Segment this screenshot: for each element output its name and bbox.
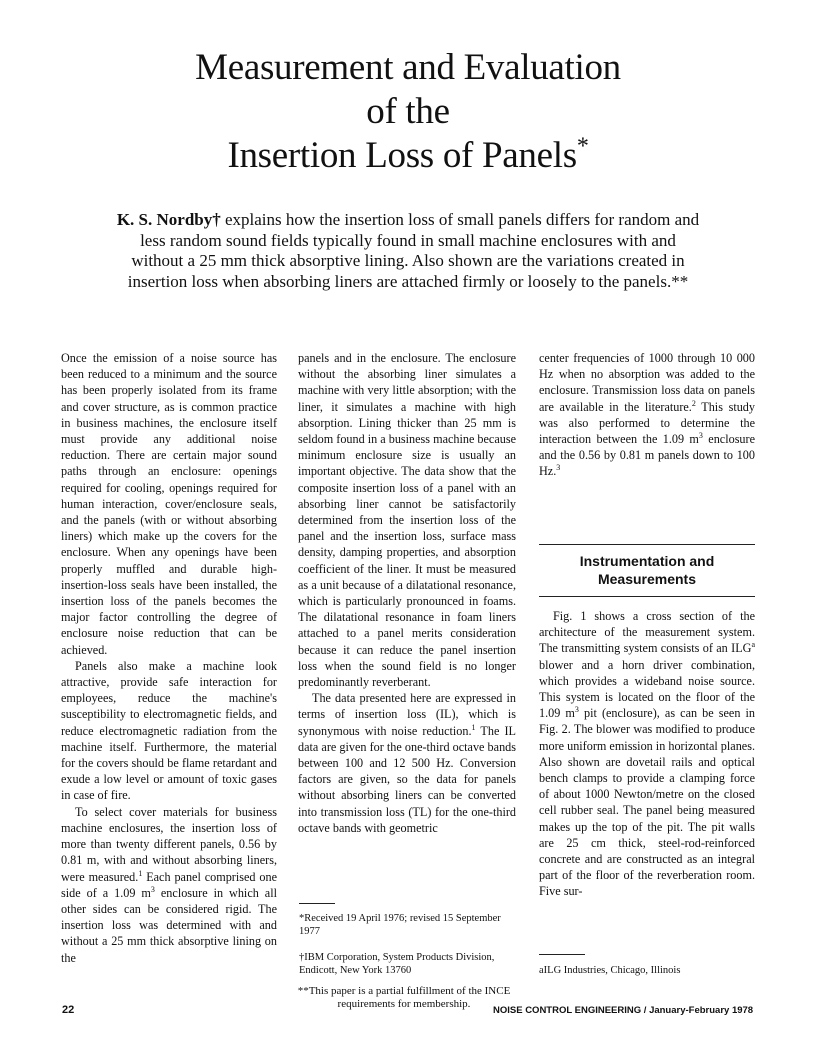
page-number: 22 bbox=[62, 1004, 75, 1016]
section-heading: Instrumentation and Measurements bbox=[579, 553, 715, 587]
journal-footer: NOISE CONTROL ENGINEERING / January-February 1978 bbox=[493, 1005, 754, 1016]
col1-p3-text-c: enclosure in which all other sides can be considered rigid. The insertion loss was determined with and without a 25 mm thick absorptive lining on the bbox=[61, 885, 277, 965]
col3-p2-text-a: Fig. 1 shows a cross section of the architecture of the measurement system. The transmitting system consists of an ILG bbox=[539, 609, 755, 656]
section-rule-top bbox=[539, 544, 755, 545]
superscript-3: 3 bbox=[698, 430, 703, 440]
body-column-1 bbox=[61, 350, 277, 966]
col3-p1-text-a: center frequencies of 1000 through 10 000 Hz when no absorption was added to the enclosure. Transmission loss data on panels are available in the literature. bbox=[539, 351, 755, 414]
superscript-3: 3 bbox=[574, 705, 579, 715]
article-title bbox=[0, 46, 816, 178]
title-line-2: of the bbox=[366, 91, 450, 132]
col3-paragraph-2 bbox=[539, 608, 755, 900]
col3-paragraph-1 bbox=[539, 350, 755, 480]
reference-mark: 1 bbox=[471, 722, 476, 732]
author-name: K. S. Nordby† bbox=[116, 210, 221, 229]
title-line-3: Insertion Loss of Panels bbox=[227, 135, 577, 176]
footnote-ince: **This paper is a partial fulfillment of the INCE requirements for membership. bbox=[297, 985, 511, 1010]
title-footnote-mark: * bbox=[576, 133, 589, 160]
section-rule-bottom bbox=[539, 596, 755, 597]
footnote-rule-col3 bbox=[539, 954, 585, 955]
col1-p3-text-b: Each panel comprised one side of a 1.09 m bbox=[61, 869, 277, 900]
col2-paragraph-2 bbox=[298, 690, 516, 836]
col2-paragraph-1: panels and in the enclosure. The enclosure without the absorbing liner simulates a machine with very little absorption; with the liner, it simulates a machine with high absorption. Lining thicker than 25 mm is seldom found in a business machine because minimum enclosure size is usually an important objective. The data show that the composite insertion loss of a panel with an absorbing liner cannot be satisfactorily determined from the insertion loss of the panel and the insertion loss, surface mass density, damping properties, and absorption coefficient of the liner. It must be measured as a unit because of a dilatational resonance, which is particularly pronounced in foams. The dilatational resonance in foam liners attached to a panel merits consideration because it can reduce the panel insertion loss when the sound field is no longer predominantly reverberant. bbox=[298, 351, 516, 690]
footnote-mark: a bbox=[751, 640, 755, 650]
col1-paragraph-3 bbox=[61, 804, 277, 966]
reference-mark: 3 bbox=[556, 463, 561, 473]
col3-p1-text-c: enclosure and the 0.56 by 0.81 m panels down to 100 Hz. bbox=[539, 432, 755, 479]
col3-p2-text-b: blower and a horn driver combination, which provides a wideband noise source. This system is located on the floor of the 1.09 m bbox=[539, 657, 755, 721]
superscript-3: 3 bbox=[150, 884, 155, 894]
footnote-ilg: aILG Industries, Chicago, Illinois bbox=[539, 965, 681, 976]
col3-p1-text-b: This study was also performed to determine the interaction between the 1.09 m bbox=[539, 399, 755, 447]
body-column-2 bbox=[298, 350, 516, 836]
col1-paragraph-1: Once the emission of a noise source has been reduced to a minimum and the source has been properly isolated from its frame and cover structure, as is common practice in business machines, the enclosure itself must provide any additional noise reduction. There are certain major sound paths through an enclosure: openings required for cooling, openings required for human interaction, cover/enclosure seals, and the panels (with or without absorbing liners) which make up the covers for the enclosure. When any openings have been properly muffled and durable high-insertion-loss seals have been installed, the insertion loss of the panels becomes the major factor controlling the degree of enclosure noise reduction that can be achieved. bbox=[61, 351, 277, 657]
col2-p2-text-b: The IL data are given for the one-third octave bands between 100 and 12 500 Hz. Conversion factors are given, so the data for panels without absorbing liners can be converted into transmission loss (TL) for the one-third octave bands with geometric bbox=[298, 723, 516, 835]
footnote-received: *Received 19 April 1976; revised 15 September 1977 bbox=[299, 913, 501, 937]
footnote-rule bbox=[299, 903, 335, 904]
reference-mark: 2 bbox=[691, 398, 696, 408]
title-line-1: Measurement and Evaluation bbox=[195, 47, 621, 88]
abstract bbox=[112, 210, 704, 292]
col2-p2-text-a: The data presented here are expressed in terms of insertion loss (IL), which is synonymous with noise reduction. bbox=[298, 691, 516, 738]
col1-p3-text-a: To select cover materials for business machine enclosures, the insertion loss of more than twenty different panels, 0.56 by 0.81 m, with and without absorbing liners, were measured. bbox=[61, 804, 277, 884]
col1-paragraph-2: Panels also make a machine look attractive, provide safe interaction for employees, reduce the machine's susceptibility to electromagnetic fields, and reduce electromagnetic radiation from the machine itself. Furthermore, the material for the covers should be flame retardant and exude a low level or amount of toxic gases in case of fire. bbox=[61, 658, 277, 803]
footnote-affiliation: †IBM Corporation, System Products Division, Endicott, New York 13760 bbox=[299, 952, 495, 976]
col3-p2-text-c: pit (enclosure), as can be seen in Fig. 2. The blower was modified to produce more uniform emission in horizontal planes. Also shown are dovetail rails and optical bench clamps to provide a clamping force of about 1000 Newton/metre on the closed cell rubber seal. The panel being measured makes up the top of the pit. The pit walls are 25 cm thick, steel-rod-reinforced concrete and are constructed as an integral part of the floor of the reverberation room. Five sur- bbox=[539, 706, 755, 899]
abstract-text: explains how the insertion loss of small panels differs for random and less random sound fields typically found in small machine enclosures with and without a 25 mm thick absorptive lining. Also shown are the variations created in insertion loss when absorbing liners are attached firmly or loosely to the panels.** bbox=[127, 210, 700, 291]
reference-mark: 1 bbox=[138, 868, 143, 878]
